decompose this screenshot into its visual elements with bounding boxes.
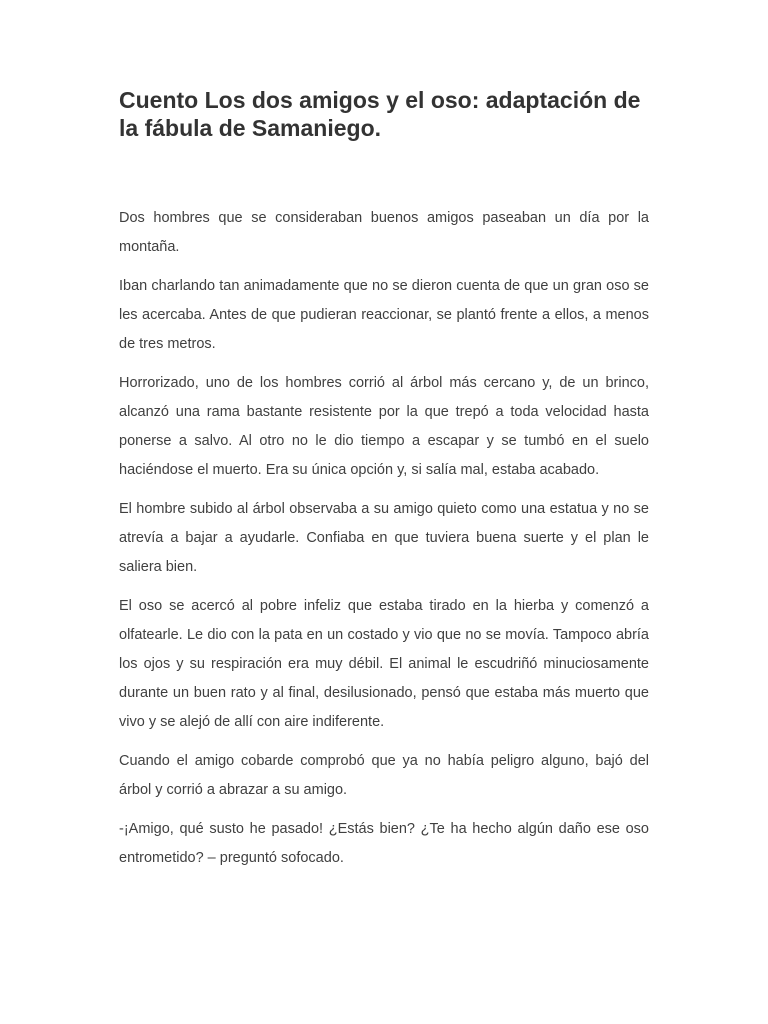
- paragraph: El oso se acercó al pobre infeliz que estaba tirado en la hierba y comenzó a olfatearle. Le dio con la pata en un costado y vio que no se movía. Tampoco abría los ojos y su respiración era muy débil. El animal le escudriñó minuciosamente durante un buen rato y al final, desilusionado, pensó que estaba más muerto que vivo y se alejó de allí con aire indiferente.: [119, 598, 649, 730]
- paragraph: El hombre subido al árbol observaba a su amigo quieto como una estatua y no se atrevía a bajar a ayudarle. Confiaba en que tuviera buena suerte y el plan le saliera bien.: [119, 501, 649, 575]
- paragraph: -¡Amigo, qué susto he pasado! ¿Estás bien? ¿Te ha hecho algún daño ese oso entrometido? – preguntó sofocado.: [119, 821, 649, 866]
- document-body: [119, 204, 649, 873]
- paragraph: Cuando el amigo cobarde comprobó que ya no había peligro alguno, bajó del árbol y corrió a abrazar a su amigo.: [119, 753, 649, 798]
- document-page: [119, 86, 649, 883]
- paragraph: Horrorizado, uno de los hombres corrió al árbol más cercano y, de un brinco, alcanzó una rama bastante resistente por la que trepó a toda velocidad hasta ponerse a salvo. Al otro no le dio tiempo a escapar y se tumbó en el suelo haciéndose el muerto. Era su única opción y, si salía mal, estaba acabado.: [119, 375, 649, 478]
- paragraph: Iban charlando tan animadamente que no se dieron cuenta de que un gran oso se les acercaba. Antes de que pudieran reaccionar, se plantó frente a ellos, a menos de tres metros.: [119, 278, 649, 352]
- document-title: Cuento Los dos amigos y el oso: adaptación de la fábula de Samaniego.: [119, 87, 641, 141]
- paragraph: Dos hombres que se consideraban buenos amigos paseaban un día por la montaña.: [119, 210, 649, 255]
